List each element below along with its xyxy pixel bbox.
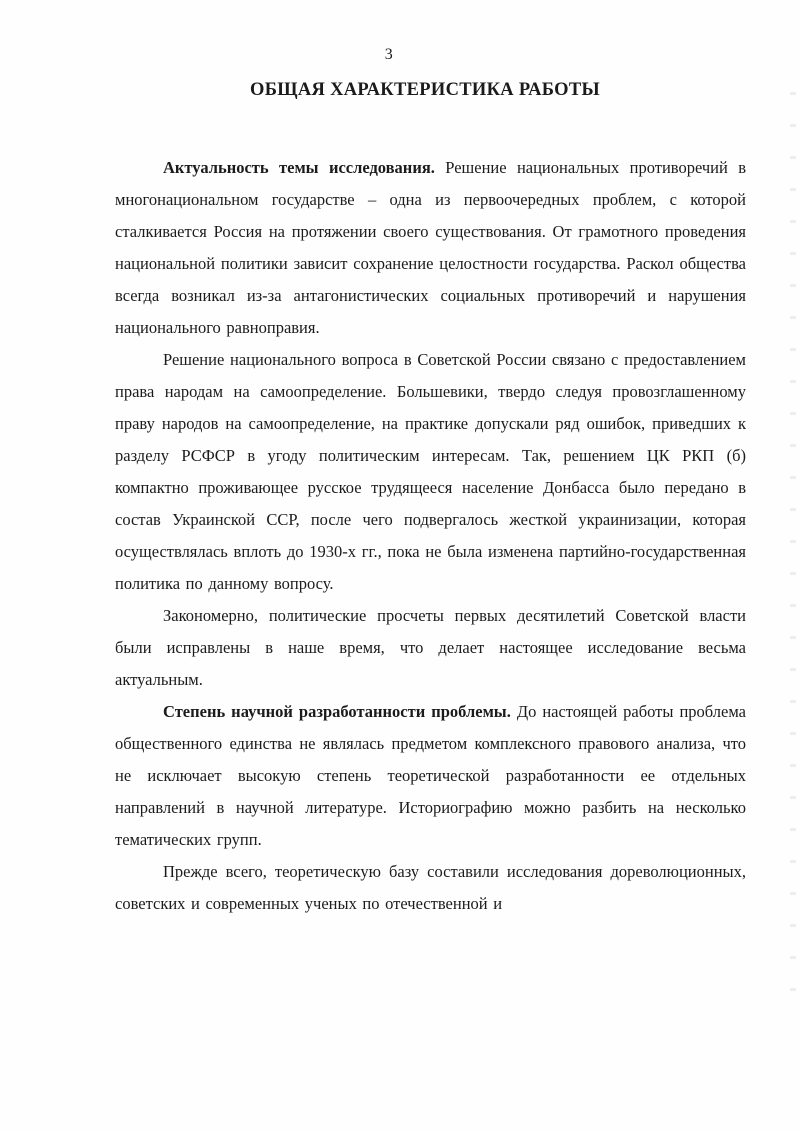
paragraph-lead-bold: Актуальность темы исследования. bbox=[163, 158, 435, 177]
paragraph-text: Закономерно, политические просчеты первых десятилетий Советской власти были исправлены в наше время, что делает настоящее исследование весьма актуальным. bbox=[115, 606, 746, 689]
paragraph-topicality bbox=[115, 152, 746, 344]
page-number: 3 bbox=[384, 46, 394, 63]
paragraph-national-question bbox=[115, 344, 746, 600]
paragraph-degree-of-elaboration bbox=[115, 696, 746, 856]
paragraph-text: Решение национального вопроса в Советской России связано с предоставлением права народам на самоопределение. Большевики, твердо следуя провозглашенному праву народов на самоопределение, на практике допускали ряд ошибок, приведших к разделу РСФСР в угоду политическим интересам. Так, решением ЦК РКП (б) компактно проживающее русское трудящееся население Донбасса было передано в состав Украинской ССР, после чего подвергалось жесткой украинизации, которая осуществлялась вплоть до 1930-х гг., пока не была изменена партийно-государственная политика по данному вопросу. bbox=[115, 350, 746, 593]
paragraph-text: Прежде всего, теоретическую базу составили исследования дореволюционных, советских и современных ученых по отечественной и bbox=[115, 862, 746, 913]
paragraph-lead-bold: Степень научной разработанности проблемы. bbox=[163, 702, 511, 721]
paragraph-theoretical-base bbox=[115, 856, 746, 920]
paragraph-text: Решение национальных противоречий в многонациональном государстве – одна из первоочередных проблем, с которой сталкивается Россия на протяжении своего существования. От грамотного проведения национальной политики зависит сохранение целостности государства. Раскол общества всегда возникал из-за антагонистических социальных противоречий и нарушения национального равноправия. bbox=[115, 158, 746, 337]
scan-edge-artifacts bbox=[790, 92, 796, 996]
paragraph-conclusion-relevance bbox=[115, 600, 746, 696]
paragraph-text: До настоящей работы проблема общественного единства не являлась предметом комплексного правового анализа, что не исключает высокую степень теоретической разработанности ее отдельных направлений в научной литературе. Историографию можно разбить на несколько тематических групп. bbox=[115, 702, 746, 849]
document-body bbox=[115, 152, 746, 920]
document-heading: ОБЩАЯ ХАРАКТЕРИСТИКА РАБОТЫ bbox=[250, 80, 600, 100]
